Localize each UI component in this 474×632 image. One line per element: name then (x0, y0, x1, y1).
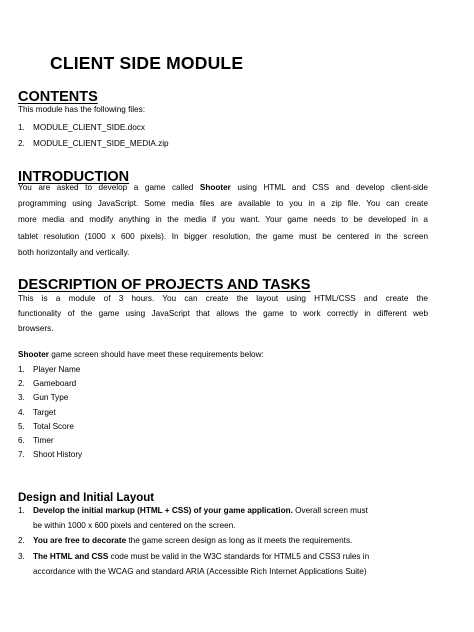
requirement-text: Total Score (33, 421, 74, 431)
paragraph-line: browsers. (18, 324, 54, 333)
paragraph-line: You are asked to develop a game called Shooter using HTML and CSS and develop client-side (18, 183, 428, 192)
design-item-text: You are free to decorate the game screen design as long as it meets the requirements. (33, 536, 353, 545)
list-number: 3. (18, 393, 25, 403)
list-item (18, 534, 440, 549)
list-number: 2. (18, 379, 25, 389)
list-number: 4. (18, 407, 25, 417)
requirement-text: Gameboard (33, 379, 77, 389)
requirement-text: Player Name (33, 365, 81, 374)
contents-intro-text: This module has the following files: (18, 105, 145, 114)
contents-file-list (18, 120, 438, 152)
document-title: CLIENT SIDE MODULE (50, 53, 244, 73)
game-name-bold: Shooter (199, 183, 231, 192)
design-heading: Design and Initial Layout (18, 492, 155, 504)
list-number: 2. (18, 536, 25, 545)
requirement-text: Gun Type (33, 393, 69, 403)
description-heading: DESCRIPTION OF PROJECTS AND TASKS (18, 277, 311, 293)
paragraph-line: more media and modify anything in the media if you want. Your game needs to be developed in a (18, 215, 428, 225)
list-number: 1. (18, 506, 25, 515)
design-item-text: The HTML and CSS code must be valid in the W3C standards for HTML5 and CSS3 rules in (33, 552, 370, 561)
list-item (18, 363, 438, 377)
design-item-text-continued: accordance with the WCAG and standard ARIA (Accessible Rich Internet Applications Suite) (33, 566, 367, 576)
list-number: 1. (18, 123, 25, 132)
list-item (18, 391, 438, 405)
introduction-paragraph (18, 180, 428, 261)
list-number: 2. (18, 139, 25, 148)
list-number: 3. (18, 552, 25, 561)
list-number: 6. (18, 435, 25, 445)
list-item (18, 504, 440, 533)
paragraph-line: programming using JavaScript. Some media files are available to you in a zip file. You can create (18, 199, 428, 209)
list-number: 5. (18, 421, 25, 431)
list-item (18, 120, 438, 135)
contents-heading: CONTENTS (18, 89, 98, 105)
list-item (18, 550, 440, 579)
paragraph-line: functionality of the game using JavaScript that allows the game to work correctly in different web (18, 309, 428, 318)
paragraph-line: tablet resolution (1000 x 600 pixels). In bigger resolution, the game must be centered in the screen (18, 231, 428, 241)
paragraph-line: This is a module of 3 hours. You can create the layout using HTML/CSS and create the (18, 294, 428, 303)
requirements-intro (18, 347, 428, 362)
list-item (18, 406, 438, 420)
list-item (18, 420, 438, 434)
introduction-heading: INTRODUCTION (18, 169, 130, 185)
file-name: MODULE_CLIENT_SIDE.docx (33, 123, 145, 132)
game-name-bold: Shooter (18, 350, 49, 359)
list-item (18, 377, 438, 391)
design-item-text-continued: be within 1000 x 600 pixels and centered on the screen. (33, 520, 236, 530)
list-item (18, 448, 438, 462)
list-item (18, 434, 438, 448)
file-name: MODULE_CLIENT_SIDE_MEDIA.zip (33, 139, 169, 148)
design-list (18, 504, 440, 579)
list-number: 1. (18, 365, 25, 374)
list-item (18, 135, 438, 152)
paragraph-line: Shooter game screen should have meet these requirements below: (18, 350, 264, 359)
design-item-text: Develop the initial markup (HTML + CSS) of your game application. Overall screen must (33, 506, 368, 515)
paragraph-line: both horizontally and vertically. (18, 247, 130, 257)
requirements-list (18, 363, 438, 462)
contents-intro (18, 102, 428, 117)
requirement-text: Shoot History (33, 450, 83, 460)
requirement-text: Timer (33, 435, 54, 445)
description-paragraph (18, 291, 428, 336)
list-number: 7. (18, 450, 25, 460)
requirement-text: Target (33, 407, 56, 417)
